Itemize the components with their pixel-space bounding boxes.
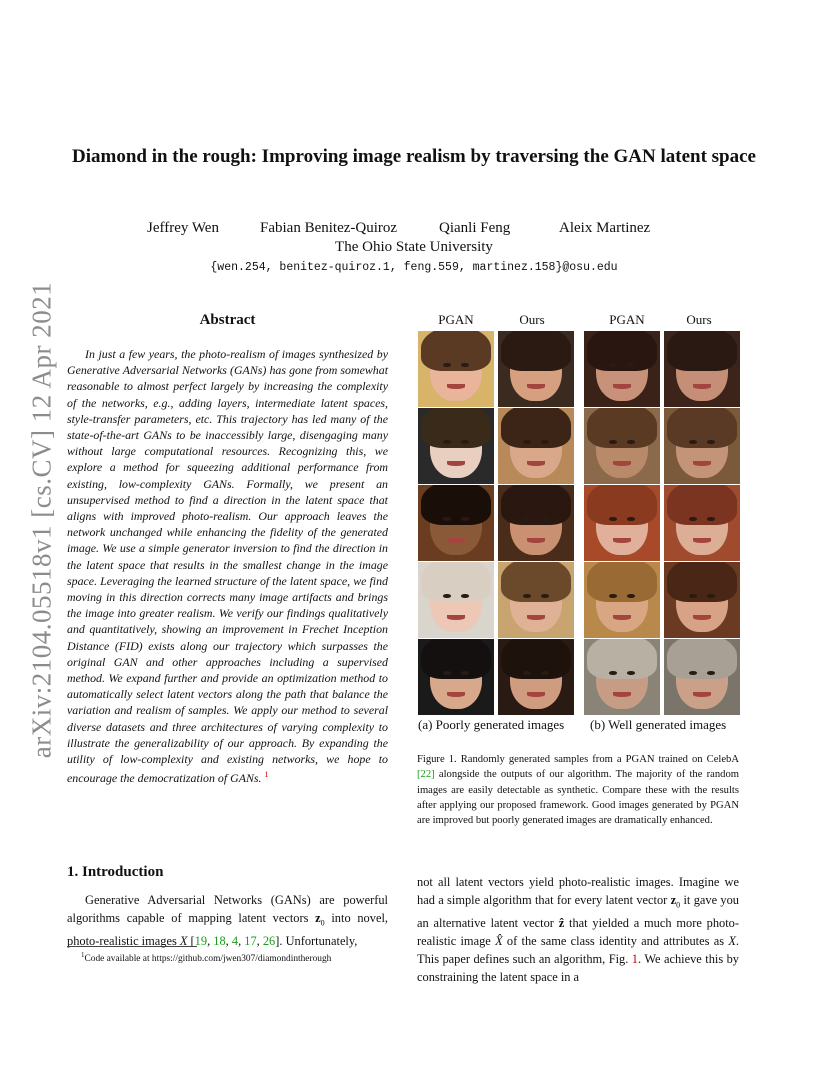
citation-link[interactable]: [22] <box>417 769 435 781</box>
footnote-divider <box>67 946 197 947</box>
footnote: $^1$Code available at https://github.com/jwen307/diamondintherough <box>81 951 332 965</box>
affiliation: The Ohio State University <box>335 239 493 255</box>
face-thumbnail <box>664 639 740 715</box>
author: Aleix Martinez <box>559 220 651 236</box>
footnote-mark[interactable]: 1 <box>264 770 269 780</box>
face-thumbnail <box>664 331 740 407</box>
face-thumbnail <box>498 331 574 407</box>
citation-link[interactable]: 18 <box>213 934 226 949</box>
face-thumbnail <box>498 639 574 715</box>
face-thumbnail <box>664 408 740 484</box>
author: Fabian Benitez-Quiroz <box>260 220 398 236</box>
abstract-body: In just a few years, the photo-realism of images synthesized by Generative Adversarial Networks (GANs) has gone from somewhat reasonable to almost perfect largely by increasing the complexity of the networks, e.g., adding layers, intermediate latent spaces, style-transfer parameters, etc. This trajectory has led many of the state-of-the-art GANs to be inaccessibly large, disengaging many without large computational resources. Recognizing this, we explore a method for squeezing additional performance from existing, low-complexity GANs. Formally, we present an unsupervised method to find a direction in the latent space that aligns with improved photo-realism. Our approach leaves the network unchanged while enhancing the fidelity of the generated image. We use a simple generator inversion to find the direction in the latent space that results in the smallest change in the image space. Leveraging the learned structure of the latent space, we find moving in this direction corrects many image artifacts and brings the image into greater realism. We verify our findings qualitatively and quantitatively, showing an improvement in Frechet Inception Distance (FID) exists along our trajectory which surpasses the original GAN and other approaches including a supervised method. We expand further and provide an optimization method to automatically select latent vectors along the path that balance the variation and realism of samples. We apply our method to several diverse datasets and three architectures of varying complexity to illustrate the generalizability of our approach. By expanding the utility of low-complexity and existing networks, we hope to encourage the democratization of GANs. $^1$ <box>67 347 388 786</box>
face-thumbnail <box>418 485 494 561</box>
face-thumbnail <box>664 562 740 638</box>
column-header: PGAN <box>609 312 645 327</box>
face-thumbnail <box>418 562 494 638</box>
face-thumbnail <box>498 408 574 484</box>
citation-link[interactable]: 4 <box>231 934 239 949</box>
author: Qianli Feng <box>439 220 511 236</box>
citation-link[interactable]: 26 <box>262 934 276 949</box>
face-thumbnail <box>584 408 660 484</box>
face-thumbnail <box>664 485 740 561</box>
section-heading: 1. Introduction <box>67 864 164 880</box>
column-header: Ours <box>519 312 545 327</box>
subcaption-b: (b) Well generated images <box>590 717 727 732</box>
intro-paragraph-left: Generative Adversarial Networks (GANs) are powerful algorithms capable of mapping latent vectors $z_0$ into novel, photo-realistic images X [19, 18, 4, 17, 26]. Unfortunately, <box>67 893 388 949</box>
column-header: PGAN <box>438 312 474 327</box>
face-thumbnail <box>584 639 660 715</box>
citation-link[interactable]: 19 <box>194 934 208 949</box>
face-thumbnail <box>498 485 574 561</box>
author-emails: {wen.254, benitez-quiroz.1, feng.559, martinez.158}@osu.edu <box>210 261 618 274</box>
face-thumbnail <box>418 331 494 407</box>
face-thumbnail <box>498 562 574 638</box>
citation-link[interactable]: 17 <box>244 934 257 949</box>
figure-caption: Figure 1. Randomly generated samples from a PGAN trained on CelebA [22] alongside the outputs of our algorithm. The majority of the random images are easily detectable as synthetic. Compare these with the results after applying our proposed framework. Good images generated by PGAN are improved but poorly generated images are dramatically enhanced. <box>417 754 739 827</box>
face-thumbnail <box>418 408 494 484</box>
face-thumbnail <box>418 639 494 715</box>
column-header: Ours <box>686 312 712 327</box>
face-grid-good <box>584 331 740 715</box>
face-thumbnail <box>584 562 660 638</box>
arxiv-stamp: arXiv:2104.05518v1 [cs.CV] 12 Apr 2021 <box>26 281 57 759</box>
face-thumbnail <box>584 485 660 561</box>
face-thumbnail <box>584 331 660 407</box>
abstract-heading: Abstract <box>199 312 256 328</box>
author: Jeffrey Wen <box>147 220 219 236</box>
intro-paragraph-right: not all latent vectors yield photo-realistic images. Imagine we had a simple algorithm that for every latent vector $z_0$ it gave you an alternative latent vector ẑ that yielded a much more photo-realistic image X̂ of the same class identity and attributes as X. This paper defines such an algorithm, Fig. 1. We achieve this by constraining the latent space in a <box>417 875 740 985</box>
subcaption-a: (a) Poorly generated images <box>418 717 565 732</box>
face-grid-poor <box>418 331 574 715</box>
figure-link[interactable]: 1 <box>631 952 638 967</box>
paper-title: Diamond in the rough: Improving image realism by traversing the GAN latent space <box>72 146 756 167</box>
